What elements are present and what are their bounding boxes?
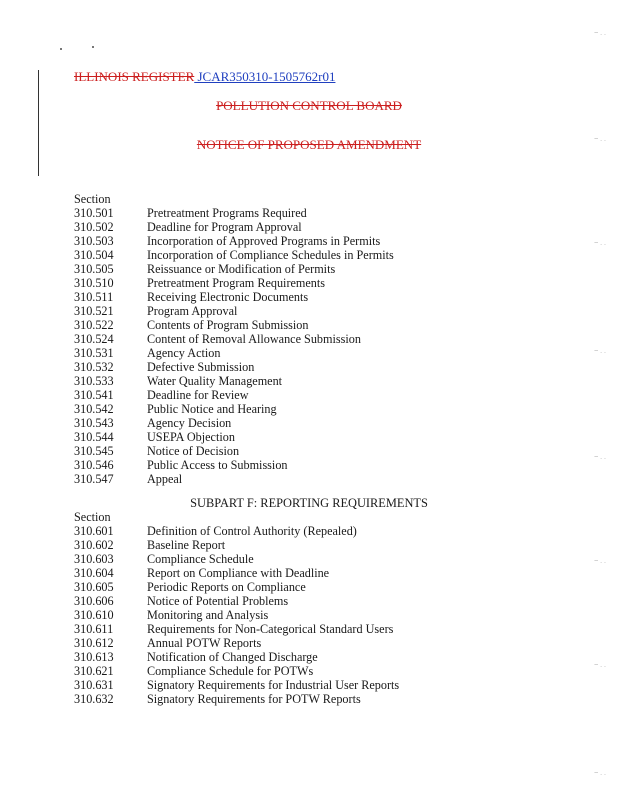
section-title: Incorporation of Compliance Schedules in Permits [147, 248, 394, 262]
section-number: 310.604 [74, 566, 114, 580]
section-number: 310.601 [74, 524, 114, 538]
section-number: 310.511 [74, 290, 114, 304]
scan-dot [92, 46, 94, 48]
section-title: Receiving Electronic Documents [147, 290, 309, 304]
section-number: 310.521 [74, 304, 114, 318]
scan-dot [60, 48, 62, 50]
section-number: 310.510 [74, 276, 114, 290]
section-list-a [74, 192, 554, 486]
section-number: 310.632 [74, 692, 114, 706]
section-title: Signatory Requirements for Industrial User Reports [147, 678, 400, 692]
section-number: 310.533 [74, 374, 114, 388]
margin-mark: ~ . . [594, 136, 606, 143]
section-row [74, 346, 554, 360]
section-number: 310.503 [74, 234, 114, 248]
section-title: Reissuance or Modification of Permits [147, 262, 336, 276]
section-column-label: Section [74, 192, 111, 206]
section-row [74, 234, 554, 248]
section-number: 310.544 [74, 430, 114, 444]
notice-title: NOTICE OF PROPOSED AMENDMENT [196, 137, 422, 152]
section-number: 310.621 [74, 664, 114, 678]
section-number: 310.501 [74, 206, 114, 220]
section-row [74, 664, 554, 678]
section-title: Agency Action [147, 346, 221, 360]
section-row [74, 622, 554, 636]
margin-mark: ~ . . [594, 770, 606, 777]
section-row [74, 262, 554, 276]
section-title: Compliance Schedule [147, 552, 254, 566]
section-row [74, 290, 554, 304]
section-title: Pretreatment Programs Required [147, 206, 307, 220]
section-row [74, 220, 554, 234]
section-list-b [74, 510, 554, 706]
margin-mark: ~ . . [594, 558, 606, 565]
section-row [74, 692, 554, 706]
section-number: 310.524 [74, 332, 114, 346]
section-number: 310.545 [74, 444, 114, 458]
section-row [74, 566, 554, 580]
section-number: 310.606 [74, 594, 114, 608]
register-inserted-text: JCAR350310-1505762r01 [194, 69, 336, 84]
section-row [74, 580, 554, 594]
section-title: Defective Submission [147, 360, 255, 374]
section-number: 310.631 [74, 678, 114, 692]
section-row [74, 538, 554, 552]
section-number: 310.532 [74, 360, 114, 374]
section-row [74, 524, 554, 538]
section-title: Annual POTW Reports [147, 636, 262, 650]
section-number: 310.603 [74, 552, 114, 566]
register-header [74, 69, 335, 85]
section-title: Deadline for Program Approval [147, 220, 302, 234]
board-title: POLLUTION CONTROL BOARD [216, 98, 402, 113]
section-title: Deadline for Review [147, 388, 249, 402]
section-title: Notice of Decision [147, 444, 240, 458]
section-number: 310.505 [74, 262, 114, 276]
section-title: Program Approval [147, 304, 238, 318]
section-title: USEPA Objection [147, 430, 235, 444]
section-row [74, 636, 554, 650]
margin-mark: ~ . . [594, 454, 606, 461]
margin-mark: ~ . . [594, 662, 606, 669]
section-column-label: Section [74, 510, 111, 524]
section-number: 310.522 [74, 318, 114, 332]
section-row [74, 318, 554, 332]
section-title: Definition of Control Authority (Repealed) [147, 524, 357, 538]
section-row [74, 472, 554, 486]
section-row [74, 430, 554, 444]
section-row [74, 248, 554, 262]
section-row [74, 678, 554, 692]
section-title: Monitoring and Analysis [147, 608, 269, 622]
register-struck-text: ILLINOIS REGISTER [74, 69, 195, 84]
section-number: 310.546 [74, 458, 114, 472]
section-number: 310.504 [74, 248, 114, 262]
section-number: 310.612 [74, 636, 114, 650]
section-number: 310.602 [74, 538, 114, 552]
section-number: 310.542 [74, 402, 114, 416]
margin-mark: ~ . . [594, 240, 606, 247]
section-row [74, 650, 554, 664]
section-title: Notice of Potential Problems [147, 594, 289, 608]
change-bar [38, 70, 39, 176]
section-row [74, 360, 554, 374]
section-title: Public Notice and Hearing [147, 402, 277, 416]
section-title: Content of Removal Allowance Submission [147, 332, 361, 346]
section-number: 310.541 [74, 388, 114, 402]
section-row [74, 416, 554, 430]
section-row [74, 594, 554, 608]
section-row [74, 444, 554, 458]
section-row [74, 388, 554, 402]
section-title: Pretreatment Program Requirements [147, 276, 326, 290]
margin-mark: ~ . . [594, 30, 606, 37]
section-title: Report on Compliance with Deadline [147, 566, 330, 580]
section-title: Water Quality Management [147, 374, 283, 388]
section-title: Baseline Report [147, 538, 226, 552]
section-row [74, 332, 554, 346]
section-number: 310.531 [74, 346, 114, 360]
subpart-heading: SUBPART F: REPORTING REQUIREMENTS [190, 496, 428, 510]
section-number: 310.543 [74, 416, 114, 430]
section-number: 310.613 [74, 650, 114, 664]
margin-mark: ~ . . [594, 348, 606, 355]
section-row [74, 276, 554, 290]
section-number: 310.605 [74, 580, 114, 594]
section-row [74, 608, 554, 622]
section-row [74, 402, 554, 416]
section-title: Periodic Reports on Compliance [147, 580, 306, 594]
section-title: Notification of Changed Discharge [147, 650, 318, 664]
section-number: 310.547 [74, 472, 114, 486]
section-title: Agency Decision [147, 416, 232, 430]
section-row [74, 458, 554, 472]
section-number: 310.611 [74, 622, 114, 636]
section-title: Incorporation of Approved Programs in Permits [147, 234, 381, 248]
section-title: Appeal [147, 472, 183, 486]
section-row [74, 206, 554, 220]
section-row [74, 304, 554, 318]
section-title: Compliance Schedule for POTWs [147, 664, 314, 678]
section-row [74, 552, 554, 566]
section-number: 310.610 [74, 608, 114, 622]
section-number: 310.502 [74, 220, 114, 234]
section-title: Contents of Program Submission [147, 318, 309, 332]
section-title: Signatory Requirements for POTW Reports [147, 692, 361, 706]
section-title: Public Access to Submission [147, 458, 288, 472]
section-title: Requirements for Non-Categorical Standard Users [147, 622, 394, 636]
section-row [74, 374, 554, 388]
